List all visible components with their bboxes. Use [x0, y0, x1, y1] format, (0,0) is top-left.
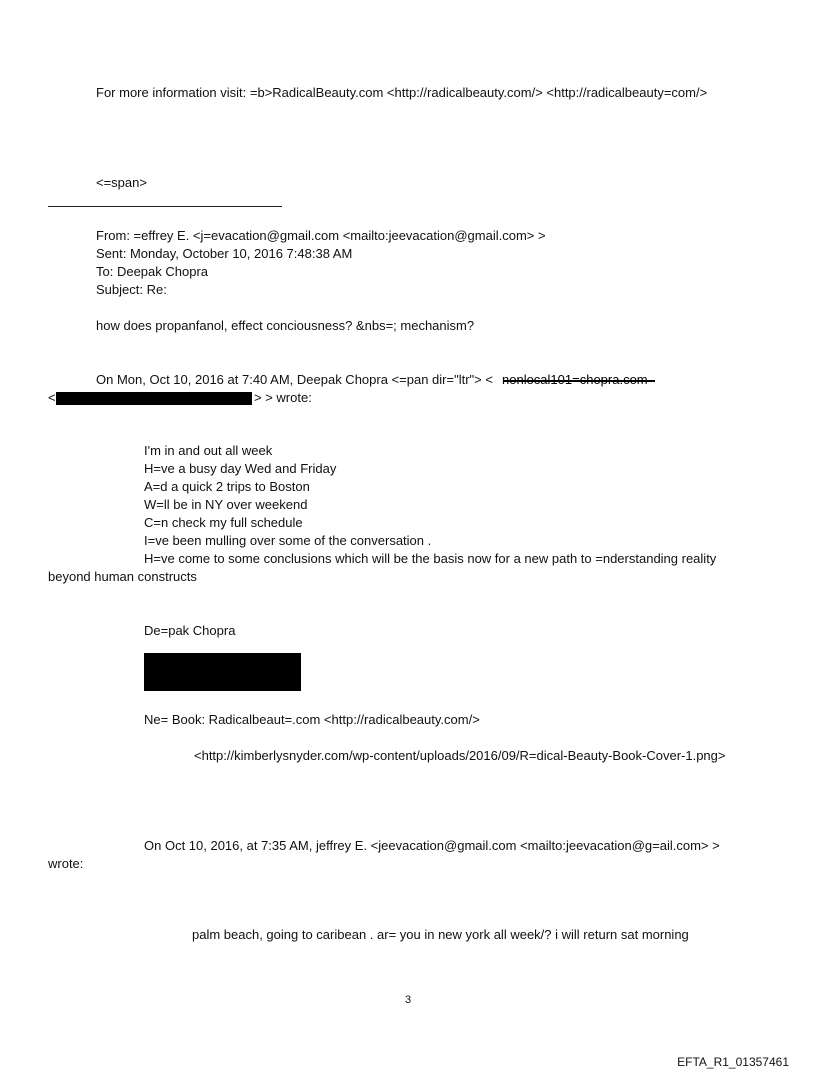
signature-name: De=pak Chopra [144, 623, 236, 638]
quoted-header-line: On Mon, Oct 10, 2016 at 7:40 AM, Deepak Chopra <=pan dir="ltr"> < [96, 372, 493, 387]
question-line: how does propanfanol, effect conciousness? &nbs=; mechanism? [96, 318, 475, 333]
redaction-box-signature [144, 653, 301, 691]
quoted-header-line-2: On Oct 10, 2016, at 7:35 AM, jeffrey E. <jeevacation@gmail.com <mailto:jeevacation@g=ail.com> > [144, 838, 720, 853]
message-line-7: H=ve come to some conclusions which will be the basis now for a new path to =nderstanding reality [144, 551, 717, 566]
strikethrough-redaction [503, 380, 655, 382]
header-from: From: =effrey E. <j=evacation@gmail.com <mailto:jeevacation@gmail.com> > [96, 228, 546, 243]
message-line-7-wrap: beyond human constructs [48, 569, 197, 584]
header-subject: Subject: Re: [96, 282, 167, 297]
page-number: 3 [404, 994, 412, 1006]
separator-rule [48, 206, 282, 207]
message-line-1: I'm in and out all week [144, 443, 273, 458]
header-to: To: Deepak Chopra [96, 264, 209, 279]
message-line-6: I=ve been mulling over some of the conversation . [144, 533, 432, 548]
more-info-line: For more information visit: =b>RadicalBeauty.com <http://radicalbeauty.com/> <http://radicalbeauty=com/> [96, 85, 708, 100]
document-id-footer: EFTA_R1_01357461 [677, 1055, 789, 1069]
lt-char: < [48, 390, 56, 405]
wrote-line-2: wrote: [48, 856, 84, 871]
book-image-link: <http://kimberlysnyder.com/wp-content/uploads/2016/09/R=dical-Beauty-Book-Cover-1.png> [194, 748, 726, 763]
wrote-line-1: > > wrote: [254, 390, 312, 405]
new-book-line: Ne= Book: Radicalbeaut=.com <http://radicalbeauty.com/> [144, 712, 480, 727]
span-tag-line: <=span> [96, 175, 147, 190]
message-line-5: C=n check my full schedule [144, 515, 303, 530]
header-sent: Sent: Monday, October 10, 2016 7:48:38 AM [96, 246, 353, 261]
message-line-3: A=d a quick 2 trips to Boston [144, 479, 310, 494]
message-line-2: H=ve a busy day Wed and Friday [144, 461, 337, 476]
palm-beach-line: palm beach, going to caribean . ar= you in new york all week/? i will return sat morning [192, 927, 689, 942]
message-line-4: W=ll be in NY over weekend [144, 497, 308, 512]
redaction-box-email [56, 392, 252, 405]
